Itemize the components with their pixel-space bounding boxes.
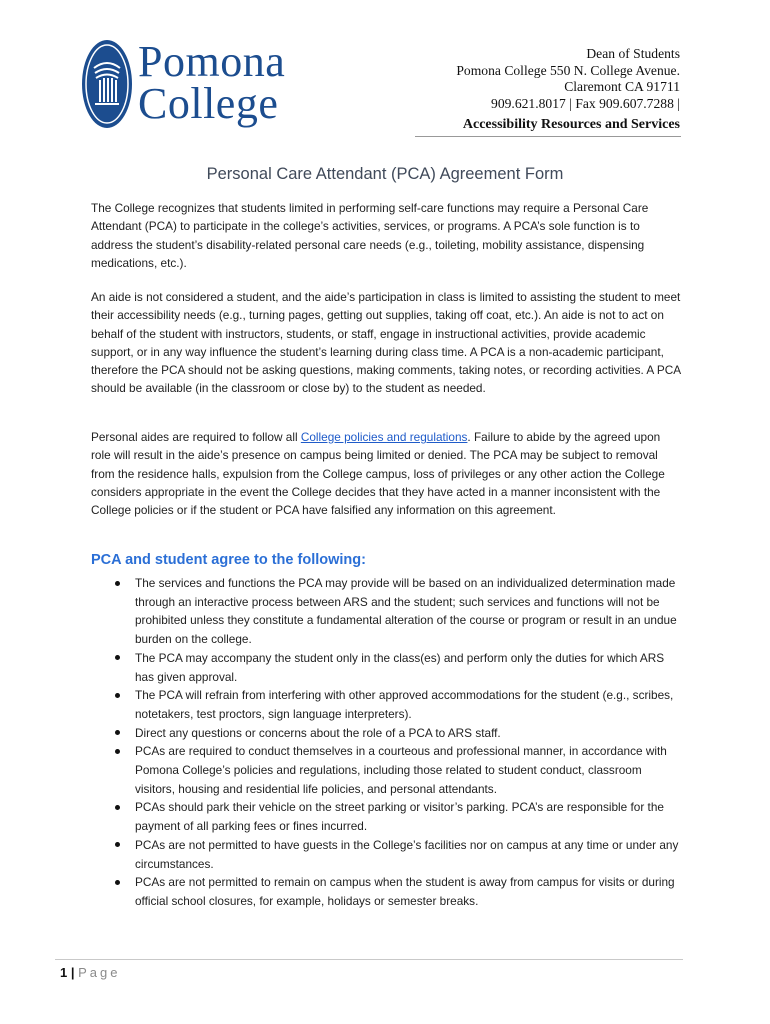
address-line: 909.621.8017 | Fax 909.607.7288 | [491,95,680,111]
list-item [91,649,683,686]
header-divider [415,136,681,137]
department-name: Accessibility Resources and Services [462,117,680,132]
document-title: Personal Care Attendant (PCA) Agreement Form [206,165,564,183]
address-line: Dean of Students [586,46,680,61]
page-footer [60,965,121,980]
list-item-text: PCAs are required to conduct themselves in a courteous and professional manner, in accordance with Pomona College’s policies and regulations, including those related to student conduct, classroom visitors, housing and residential life policies, and personal attendants. [135,744,667,796]
bullet-icon [115,880,120,885]
bullet-icon [115,655,120,660]
list-item-text: PCAs are not permitted to have guests in the College’s facilities nor on campus at any time or under any circumstances. [135,837,679,871]
address-line: Claremont CA 91711 [564,79,680,94]
bullet-icon [115,842,120,847]
logo-wordmark-line1: Pomona [138,37,286,86]
bullet-icon [115,581,120,586]
bullet-icon [115,693,120,698]
office-address [456,46,680,112]
list-item-text: The PCA may accompany the student only in the class(es) and perform only the duties for which ARS has given approval. [135,650,665,684]
page-label: Page [78,965,121,980]
agreement-heading: PCA and student agree to the following: [91,552,366,568]
intro-paragraph [91,199,683,272]
paragraph-text [91,428,683,519]
list-item-text: PCAs are not permitted to remain on campus when the student is away from campus for visits or during official school closures, for example, holidays or semester breaks. [135,875,675,908]
list-item-text: The services and functions the PCA may provide will be based on an individualized determination made through an interactive process between ARS and the student; such services and functions will not be prohibited unless they constitute a fundamental alteration of the course or program or result in an undue burden on the college. [135,576,677,647]
footer-separator: | [70,965,75,980]
list-item-text: PCAs should park their vehicle on the street parking or visitor’s parking. PCA’s are responsible for the payment of all parking fees or fines incurred. [135,800,664,834]
policy-paragraph [91,428,683,519]
college-seal-icon [80,38,134,130]
bullet-icon [115,749,120,754]
logo-wordmark-line2: College [138,79,279,128]
list-item [91,873,683,910]
list-item [91,836,683,873]
bullet-icon [115,805,120,810]
college-policies-link[interactable]: College policies and regulations [300,430,468,444]
paragraph-text: The College recognizes that students limited in performing self-care functions may require a Personal Care Attendant (PCA) to participate in the college’s activities, services, or programs. A PCA’s sole function is to address the student’s disability-related personal care needs (e.g., toileting, mobility assistance, dispensing medications, etc.). [91,201,649,270]
bullet-icon [115,730,120,735]
footer-divider [55,959,683,960]
list-item-text: Direct any questions or concerns about the role of a PCA to ARS staff. [135,725,501,740]
list-item [91,724,683,743]
college-logo [80,38,285,130]
list-item-text: The PCA will refrain from interfering with other approved accommodations for the student (e.g., scribes, notetakers, test proctors, sign language interpreters). [135,688,674,721]
paragraph-text-start: Personal aides are required to follow all [91,430,301,444]
page-number: 1 [60,965,68,980]
paragraph-text-end: . Failure to abide by the agreed upon role will result in the aide’s presence on campus being limited or denied. The PCA may be subject to removal from the residence halls, expulsion from the College campus, loss of privileges or any other action the College considers appropriate in the event the College decides that they have acted in a manner inconsistent with the College policies or if the student or PCA have falsified any information on this agreement. [91,430,665,518]
aide-role-paragraph [91,288,683,398]
agreement-list [91,574,683,911]
list-item [91,742,683,798]
address-line: Pomona College 550 N. College Avenue. [456,62,680,78]
list-item [91,574,683,649]
list-item [91,686,683,723]
paragraph-text: An aide is not considered a student, and the aide’s participation in class is limited to assisting the student to meet their accessibility needs (e.g., turning pages, getting out supplies, taking off coat, etc.). An aide is not to act on behalf of the student with instructors, students, or staff, engage in instructional activities, provide academic support, or in any way influence the student’s learning during class time. A PCA is a non-academic participant, therefore the PCA should not be asking questions, making comments, taking notes, or recording activities. A PCA should be available (in the classroom or close by) to the student as needed. [91,290,681,396]
list-item [91,798,683,835]
